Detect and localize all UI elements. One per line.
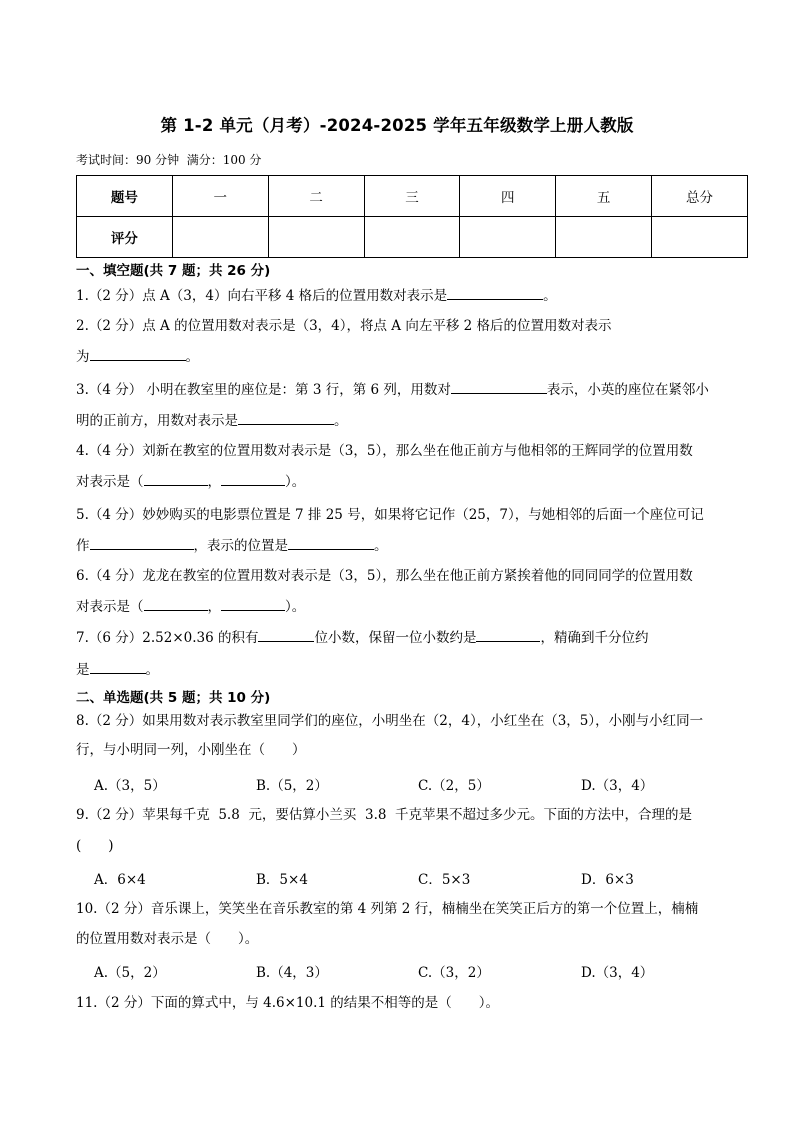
answer-blank[interactable] — [451, 379, 547, 394]
answer-blank[interactable] — [144, 596, 208, 611]
question-text: 。 — [334, 413, 348, 429]
answer-blank[interactable] — [288, 535, 374, 550]
score-table-row-label: 评分 — [77, 217, 173, 258]
option-b[interactable]: B.（4，3） — [256, 965, 328, 981]
question-10-cont — [76, 929, 258, 949]
question-7-cont — [76, 659, 159, 680]
question-8 — [76, 711, 703, 731]
score-table-cell: 题号 — [77, 176, 173, 217]
question-text: 。 — [543, 288, 557, 304]
option-c[interactable]: C.（3，2） — [418, 965, 490, 981]
question-text: 位小数，保留一位小数约是 — [314, 630, 477, 646]
score-table-header-row — [77, 176, 748, 217]
question-text: 为 — [76, 349, 90, 365]
question-text: ）。 — [285, 599, 306, 615]
score-table-cell: 三 — [364, 176, 460, 217]
section-heading-fill-in: 一、填空题(共 7 题；共 26 分) — [76, 263, 271, 279]
answer-blank[interactable] — [90, 535, 194, 550]
question-text: ）。 — [285, 474, 306, 490]
answer-blank[interactable] — [144, 471, 208, 486]
question-10 — [76, 899, 698, 919]
score-input-cell[interactable] — [556, 217, 652, 258]
question-text: ，精确到千分位约 — [540, 630, 649, 646]
question-text: 对表示是（ — [76, 599, 144, 615]
question-text: 的位置用数对表示是（ ）。 — [76, 931, 259, 947]
question-text: 。 — [185, 349, 199, 365]
question-text: 6.（4 分）龙龙在教室的位置用数对表示是（3，5），那么坐在他正前方紧挨着他的同同同学的位置用数 — [76, 568, 693, 584]
option-a[interactable]: A.（3，5） — [94, 778, 166, 794]
question-9 — [76, 805, 692, 825]
score-table-cell: 二 — [268, 176, 364, 217]
question-text: ， — [207, 474, 221, 490]
answer-blank[interactable] — [476, 627, 540, 642]
score-table-cell: 总分 — [652, 176, 748, 217]
option-a[interactable]: A.（5，2） — [94, 965, 166, 981]
page-title: 第 1-2 单元（月考）-2024-2025 学年五年级数学上册人教版 — [160, 116, 634, 135]
question-text: 2.（2 分）点 A 的位置用数对表示是（3，4），将点 A 向左平移 2 格后的位置用数对表示 — [76, 318, 612, 334]
question-text: 。 — [145, 662, 159, 678]
question-4 — [76, 441, 693, 461]
question-text: 作 — [76, 538, 90, 554]
score-input-cell[interactable] — [652, 217, 748, 258]
score-input-cell[interactable] — [460, 217, 556, 258]
question-6 — [76, 566, 693, 586]
question-text: 明的正前方，用数对表示是 — [76, 413, 238, 429]
question-text: 1.（2 分）点 A（3，4）向右平移 4 格后的位置用数对表示是 — [76, 288, 448, 304]
option-b[interactable]: B．5×4 — [256, 872, 308, 888]
option-b[interactable]: B.（5，2） — [256, 778, 328, 794]
question-text: 是 — [76, 662, 90, 678]
score-table-score-row — [77, 217, 748, 258]
question-text: ，表示的位置是 — [193, 538, 288, 554]
section-heading-single-choice: 二、单选题(共 5 题；共 10 分) — [76, 690, 271, 706]
score-table-cell: 五 — [556, 176, 652, 217]
question-3 — [76, 379, 709, 400]
option-d[interactable]: D．6×3 — [581, 872, 634, 888]
question-4-cont — [76, 471, 305, 492]
question-text: 7.（6 分）2.52×0.36 的积有 — [76, 630, 259, 646]
answer-blank[interactable] — [238, 410, 334, 425]
answer-blank[interactable] — [221, 471, 285, 486]
question-8-cont — [76, 740, 306, 760]
question-text: 5.（4 分）妙妙购买的电影票位置是 7 排 25 号，如果将它记作（25，7），与她相邻的后面一个座位可记 — [76, 507, 704, 523]
question-5 — [76, 505, 704, 525]
option-d[interactable]: D.（3，4） — [581, 778, 654, 794]
score-input-cell[interactable] — [364, 217, 460, 258]
answer-blank[interactable] — [258, 627, 314, 642]
question-5-cont — [76, 535, 388, 556]
question-6-cont — [76, 596, 305, 617]
question-text: ， — [207, 599, 221, 615]
question-7 — [76, 627, 648, 648]
question-1 — [76, 285, 557, 306]
answer-blank[interactable] — [447, 285, 543, 300]
question-text: 4.（4 分）刘新在教室的位置用数对表示是（3，5），那么坐在他正前方与他相邻的王辉同学的位置用数 — [76, 443, 693, 459]
score-input-cell[interactable] — [268, 217, 364, 258]
question-text: 对表示是（ — [76, 474, 144, 490]
question-2 — [76, 316, 612, 336]
option-c[interactable]: C．5×3 — [418, 872, 471, 888]
question-text: 9.（2 分）苹果每千克 5.8 元，要估算小兰买 3.8 千克苹果不超过多少元。下面的方法中，合理的是 — [76, 807, 693, 823]
score-input-cell[interactable] — [172, 217, 268, 258]
answer-blank[interactable] — [90, 346, 186, 361]
question-text: 3.（4 分） 小明在教室里的座位是：第 3 行，第 6 列，用数对 — [76, 382, 451, 398]
question-text: 10.（2 分）音乐课上，笑笑坐在音乐教室的第 4 列第 2 行，楠楠坐在笑笑正后方的第一个位置上，楠楠 — [76, 901, 699, 917]
score-table-cell: 四 — [460, 176, 556, 217]
exam-info: 考试时间：90 分钟 满分：100 分 — [76, 153, 262, 167]
question-text: 。 — [374, 538, 388, 554]
answer-blank[interactable] — [90, 659, 146, 674]
option-a[interactable]: A．6×4 — [94, 872, 146, 888]
answer-blank[interactable] — [221, 596, 285, 611]
option-c[interactable]: C.（2，5） — [418, 778, 490, 794]
score-table-cell: 一 — [172, 176, 268, 217]
question-9-cont — [76, 836, 114, 856]
option-d[interactable]: D.（3，4） — [581, 965, 654, 981]
question-2-cont — [76, 346, 199, 367]
question-text: 表示，小英的座位在紧邻小 — [546, 382, 709, 398]
question-text: 11.（2 分）下面的算式中，与 4.6×10.1 的结果不相等的是（ ）。 — [76, 995, 500, 1011]
question-text: 行，与小明同一列，小刚坐在（ ） — [76, 742, 306, 758]
question-3-cont — [76, 410, 348, 431]
question-11 — [76, 993, 499, 1013]
question-text: 8.（2 分）如果用数对表示教室里同学们的座位，小明坐在（2，4），小红坐在（3，5），小刚与小红同一 — [76, 713, 704, 729]
question-text: ( ) — [76, 838, 114, 854]
score-table — [76, 175, 748, 258]
